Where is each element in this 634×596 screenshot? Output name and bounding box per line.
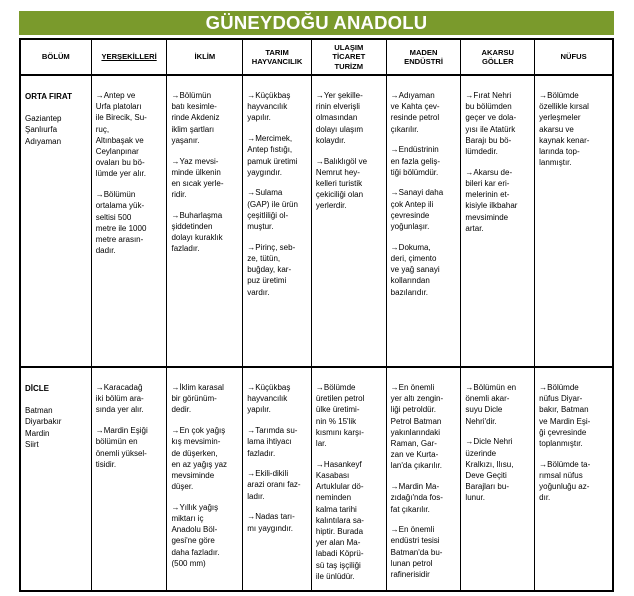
bullet-item: →Mercimek, Antep fıstığı, pamuk üretimi yaygındır. [247, 134, 298, 177]
bullet-item: →En önemli endüstri tesisi Batman'da bu- lunan petrol rafinerisidir [390, 525, 443, 580]
col-header-nufus: NÜFUS [535, 40, 612, 76]
bullet-item: →En çok yağış kış mevsimin- de düşerken, en az yağış yaz mevsiminde düşer. [171, 426, 228, 492]
bullet-item: →Nadas tarı- mı yaygındır. [247, 512, 295, 533]
col-header-yersekilleri: YERŞEKİLLERİ [92, 40, 168, 76]
bullet-item: →Akarsu de- bileri kar eri- melerinin et- kisiyle ilkbahar mevsiminde artar. [465, 167, 518, 233]
nufus-cell [535, 368, 612, 590]
bullet-item: →Küçükbaş hayvancılık yapılır. [247, 91, 291, 123]
bullet-item: →Bölümde ta- rımsal nüfus yoğunluğu az- dır. [539, 459, 591, 503]
region-name: ORTA FIRAT [25, 92, 72, 101]
col-header-iklim: İKLİM [167, 40, 243, 76]
city-name: Batman [25, 405, 53, 415]
yersekilleri-cell [92, 368, 168, 590]
table-row [21, 76, 612, 368]
bullet-item: →Bölümün ortalama yük- seltisi 500 metre ile 1000 metre arasın- dadır. [95, 190, 147, 256]
iklim-cell [167, 368, 243, 590]
city-name: Adıyaman [25, 136, 62, 146]
page-title: GÜNEYDOĞU ANADOLU [19, 11, 614, 35]
col-header-tarim: TARIM HAYVANCILIK [243, 40, 312, 76]
header-row [21, 40, 612, 76]
yersekilleri-cell [92, 76, 168, 368]
akarsu-cell [461, 76, 535, 368]
bullet-item: →Pirinç, seb- ze, tütün, buğday, kar- puz üretimi vardır. [247, 242, 296, 297]
bullet-item: →Karacadağ iki bölüm ara- sında yer alır. [95, 383, 144, 415]
city-name: Diyarbakır [25, 417, 62, 426]
col-header-maden: MADEN ENDÜSTRİ [387, 40, 462, 76]
col-header-ulasim: ULAŞIM TİCARET TURİZM [312, 40, 387, 76]
bullet-item: →Sulama (GAP) ile ürün çeşitliliği ol- muştur. [247, 188, 298, 232]
bullet-item: →Fırat Nehri bu bölümden geçer ve dola- yısı ile Atatürk Barajı bu bö- lümdedir. [465, 91, 517, 157]
bullet-item: →Dicle Nehri üzerinde Kralkızı, Ilısu, Deve Geçiti Barajları bu- lunur. [465, 437, 514, 503]
bullet-item: →Tarımda su- lama ihtiyacı fazladır. [247, 426, 298, 458]
akarsu-cell [461, 368, 535, 590]
bullet-item: →Endüstrinin en fazla geliş- tiği bölümdür. [390, 145, 441, 177]
bullet-item: →Bölümün batı kesimle- rinde Akdeniz iklim şartları yaşanır. [171, 91, 220, 145]
col-header-akarsu: AKARSU GÖLLER [461, 40, 535, 76]
bullet-item: →Yer şekille- rinin elverişli olmasından dolayı ulaşım kolaydır. [315, 91, 364, 145]
nufus-cell [535, 76, 612, 368]
bullet-item: →Dokuma, deri, çimento ve yağ sanayi kollarından bazılarıdır. [390, 242, 440, 297]
region-name: DİCLE [25, 384, 49, 393]
bullet-item: →Ekili-dikili arazi oranı faz- ladır. [247, 469, 301, 501]
bullet-item: →Buharlaşma şiddetinden dolayı kuraklık fazladır. [171, 210, 223, 254]
region-cell [21, 76, 92, 368]
bullet-item: →Yıllık yağış miktarı iç Anadolu Böl- gesi'ne göre daha fazladır. (500 mm) [171, 502, 220, 568]
bullet-item: →Hasankeyf Kasabası Artuklular dö- neminden kalma tarihi kalıntılara sa- hiptir. Burada yer alan Ma- labadi Köprü- sü taş işçiliği ile ünlüdür. [315, 459, 364, 581]
city-name: Gaziantep [25, 113, 62, 123]
table-row [21, 368, 612, 590]
iklim-cell [167, 76, 243, 368]
bullet-item: →İklim karasal bir görünüm- dedir. [171, 383, 224, 415]
bullet-item: →Küçükbaş hayvancılık yapılır. [247, 383, 291, 415]
ulasim-cell [312, 76, 387, 368]
bullet-item: →Mardin Eşiği bölümün en önemli yüksel- tisidir. [95, 426, 148, 469]
tarim-cell [243, 76, 312, 368]
bullet-item: →Yaz mevsi- minde ülkenin en sıcak yerle- ridir. [171, 156, 224, 200]
maden-cell [387, 368, 462, 590]
bullet-item: →Balıklıgöl ve Nemrut hey- kelleri turistik çekiciliği olan yerlerdir. [315, 156, 368, 211]
maden-cell [387, 76, 462, 368]
bullet-item: →Bölümde nüfus Diyar- bakır, Batman ve Mardin Eşi- ği çevresinde toplanmıştır. [539, 383, 591, 449]
tarim-cell [243, 368, 312, 590]
col-header-bolum: BÖLÜM [21, 40, 92, 76]
bullet-item: →Bölümün en önemli akar- suyu Dicle Nehri'dir. [465, 383, 517, 426]
bullet-item: →Adıyaman ve Kahta çev- resinde petrol çıkarılır. [390, 91, 440, 134]
bullet-item: →Bölümde üretilen petrol ülke üretimi- nin % 15'lik kısmını karşı- lar. [315, 383, 365, 449]
city-name: Siirt [25, 440, 39, 449]
region-cell [21, 368, 92, 590]
city-name: Şanlıurfa [25, 125, 58, 134]
bullet-item: →Sanayi daha çok Antep ili çevresinde yoğunlaşır. [390, 188, 444, 232]
bullet-item: →Mardin Ma- zıdağı'nda fos- fat çıkarılır. [390, 482, 443, 514]
bullet-item: →Bölümde özellikle kırsal yerleşmeler akarsu ve kaynak kenar- larında top- lanmıştır. [539, 91, 590, 168]
region-table [19, 38, 614, 592]
ulasim-cell [312, 368, 387, 590]
bullet-item: →Antep ve Urfa platoları ile Birecik, Su- ruç, Altınbaşak ve Ceylanpınar ovaları bu bö- lümde yer alır. [95, 91, 147, 179]
city-name: Mardin [25, 428, 50, 438]
bullet-item: →En önemli yer altı zengin- liği petroldür. Petrol Batman yakınlarındaki Raman, Gar- zan ve Kurta- lan'da çıkarılır. [390, 383, 444, 471]
